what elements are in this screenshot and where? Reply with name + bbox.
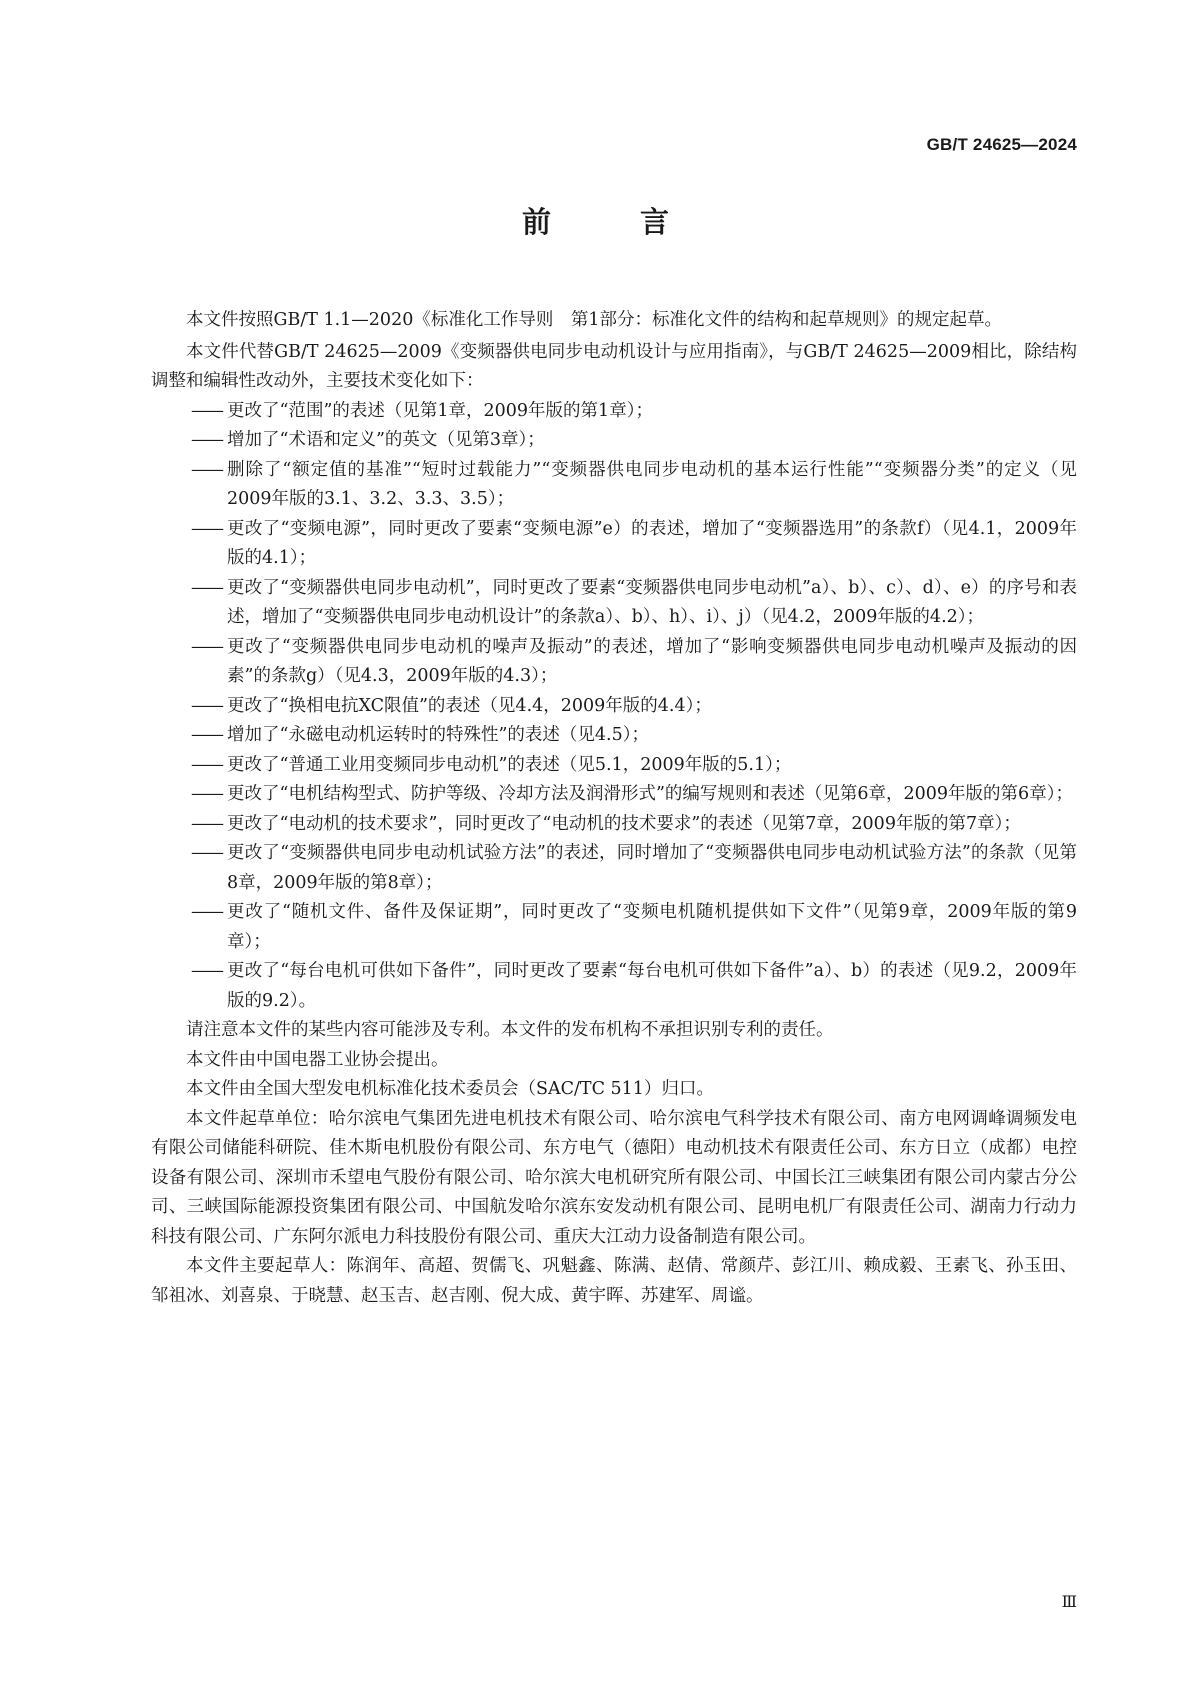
dash-marker: ——	[191, 577, 222, 598]
paragraph-proposer: 本文件由中国电器工业协会提出。	[186, 1049, 449, 1070]
dash-marker: ——	[191, 843, 222, 863]
list-item	[151, 810, 1077, 840]
dash-marker: ——	[191, 961, 222, 981]
dash-marker: ——	[191, 813, 222, 834]
page-title: 前 言	[521, 205, 699, 239]
list-item	[151, 574, 1077, 633]
paragraph-drafting-units: 本文件起草单位：哈尔滨电气集团先进电机技术有限公司、哈尔滨电气科学技术有限公司、南方电网调峰调频发电有限公司储能科研院、佳木斯电机股份有限公司、东方电气（德阳）电动机技术有限责任公司、东方日立（成都）电控设备有限公司、深圳市禾望电气股份有限公司、哈尔滨大电机研究所有限公司、中国长江三峡集团有限公司内蒙古分公司、三峡国际能源投资集团有限公司、中国航发哈尔滨东安发动机有限公司、昆明电机厂有限责任公司、湖南力行动力科技有限公司、广东阿尔派电力科技股份有限公司、重庆大江动力设备制造有限公司。	[151, 1108, 1077, 1247]
list-item-text: 更改了“变频器供电同步电动机试验方法”的表述，同时增加了“变频器供电同步电动机试验方法”的条款（见第8章，2009年版的第8章）；	[227, 843, 1077, 893]
dash-marker: ——	[191, 784, 222, 804]
paragraph-drafters: 本文件主要起草人：陈润年、高超、贺儒飞、巩魁鑫、陈满、赵倩、常颜芹、彭江川、赖成毅、王素飞、孙玉田、邹祖冰、刘喜泉、于晓慧、赵玉吉、赵吉刚、倪大成、黄宇晖、苏建军、周谧。	[151, 1256, 1077, 1306]
list-item-text: 删除了“额定值的基准”“短时过载能力”“变频器供电同步电动机的基本运行性能”“变频器分类”的定义（见2009年版的3.1、3.2、3.3、3.5）；	[227, 459, 1077, 509]
dash-marker: ——	[191, 518, 222, 539]
list-item	[151, 426, 1077, 456]
paragraph-patent-notice: 请注意本文件的某些内容可能涉及专利。本文件的发布机构不承担识别专利的责任。	[186, 1020, 834, 1040]
list-item-text: 更改了“换相电抗XC限值”的表述（见4.4，2009年版的4.4）；	[227, 695, 712, 716]
list-item-text: 更改了“随机文件、备件及保证期”，同时更改了“变频电机随机提供如下文件”（见第9章，2009年版的第9章）；	[227, 902, 1077, 952]
dash-marker: ——	[191, 902, 222, 922]
list-item-text: 更改了“普通工业用变频同步电动机”的表述（见5.1，2009年版的5.1）；	[227, 754, 792, 775]
page-number: Ⅲ	[1061, 1592, 1077, 1611]
dash-marker: ——	[191, 459, 222, 480]
list-item	[151, 515, 1077, 574]
dash-marker: ——	[191, 695, 222, 716]
change-list	[151, 397, 1077, 1017]
dash-marker: ——	[191, 400, 222, 421]
dash-marker: ——	[191, 430, 222, 450]
list-item	[151, 898, 1077, 957]
list-item	[151, 397, 1077, 427]
list-item-text: 增加了“永磁电动机运转时的特殊性”的表述（见4.5）；	[227, 725, 649, 745]
list-item-text: 更改了“电动机的技术要求”，同时更改了“电动机的技术要求”的表述（见第7章，2009年版的第7章）；	[227, 813, 1021, 834]
paragraph-replacement: 本文件代替GB/T 24625—2009《变频器供电同步电动机设计与应用指南》，与GB/T 24625—2009相比，除结构调整和编辑性改动外，主要技术变化如下：	[151, 341, 1077, 391]
paragraph-drafting-rules: 本文件按照GB/T 1.1—2020《标准化工作导则 第1部分：标准化文件的结构和起草规则》的规定起草。	[186, 310, 1002, 330]
list-item	[151, 692, 1077, 722]
standard-code: GB/T 24625—2024	[926, 135, 1077, 154]
list-item	[151, 751, 1077, 781]
list-item-text: 更改了“范围”的表述（见第1章，2009年版的第1章）；	[227, 400, 653, 421]
list-item-text: 增加了“术语和定义”的英文（见第3章）；	[227, 430, 545, 450]
list-item	[151, 633, 1077, 692]
document-body	[151, 306, 1077, 1311]
list-item	[151, 780, 1077, 810]
dash-marker: ——	[191, 754, 222, 775]
list-item	[151, 721, 1077, 751]
list-item-text: 更改了“变频器供电同步电动机”，同时更改了要素“变频器供电同步电动机”a）、b）、c）、d）、e）的序号和表述，增加了“变频器供电同步电动机设计”的条款a）、b）、h）、i）、j）（见4.2，2009年版的4.2）；	[227, 577, 1077, 627]
list-item	[151, 957, 1077, 1016]
dash-marker: ——	[191, 725, 222, 745]
list-item	[151, 456, 1077, 515]
list-item-text: 更改了“电机结构型式、防护等级、冷却方法及润滑形式”的编写规则和表述（见第6章，2009年版的第6章）；	[227, 784, 1073, 804]
list-item-text: 更改了“变频电源”，同时更改了要素“变频电源”e）的表述，增加了“变频器选用”的条款f）（见4.1，2009年版的4.1）；	[227, 518, 1077, 568]
list-item	[151, 839, 1077, 898]
list-item-text: 更改了“变频器供电同步电动机的噪声及振动”的表述，增加了“影响变频器供电同步电动机噪声及振动的因素”的条款g）（见4.3，2009年版的4.3）；	[227, 636, 1077, 686]
dash-marker: ——	[191, 636, 222, 657]
list-item-text: 更改了“每台电机可供如下备件”，同时更改了要素“每台电机可供如下备件”a）、b）的表述（见9.2，2009年版的9.2）。	[227, 961, 1077, 1011]
paragraph-committee: 本文件由全国大型发电机标准化技术委员会（SAC/TC 511）归口。	[186, 1079, 714, 1099]
